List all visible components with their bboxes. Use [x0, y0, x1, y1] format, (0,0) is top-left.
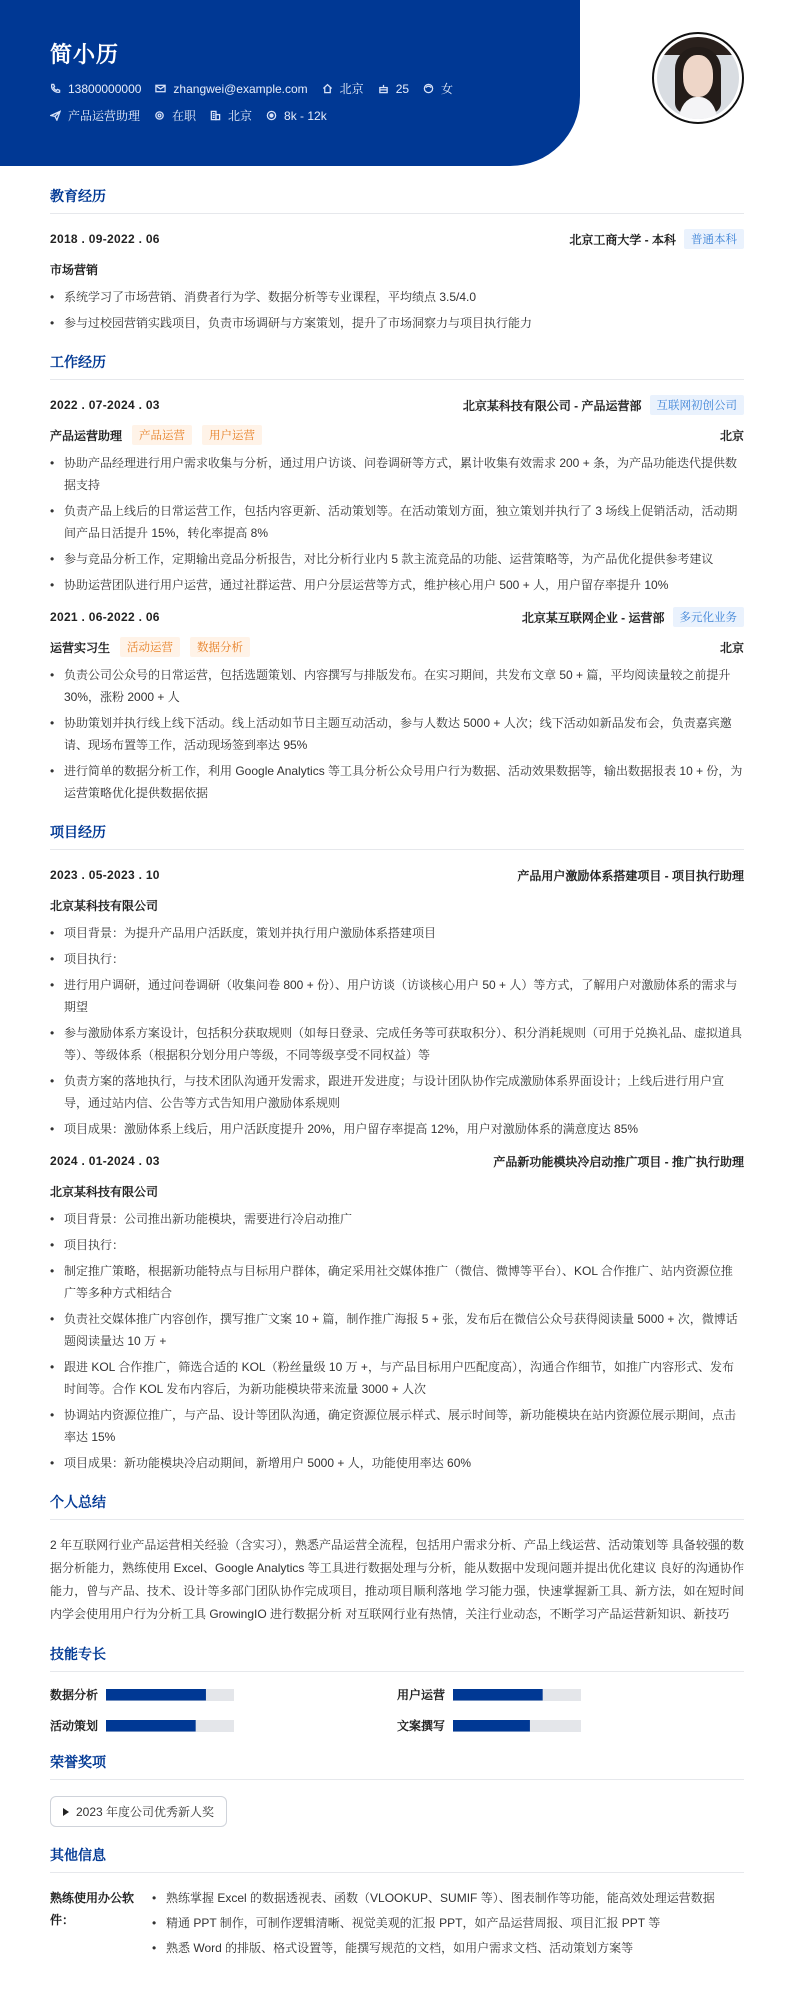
work-entry — [50, 394, 744, 596]
list-item: • 项目背景：公司推出新功能模块，需要进行冷启动推广 — [50, 1208, 744, 1230]
job-intent-item: 产品运营助理 — [50, 107, 140, 124]
send-icon — [50, 110, 61, 121]
list-item: • 协助产品经理进行用户需求收集与分析，通过用户访谈、问卷调研等方式，累计收集有效需求 200 + 条，为产品功能迭代提供数据支持 — [50, 452, 744, 496]
work-section — [50, 352, 744, 804]
award-item[interactable]: 2023 年度公司优秀新人奖 — [50, 1796, 227, 1827]
education-section — [50, 186, 744, 334]
avatar — [652, 32, 744, 124]
project-entry — [50, 1150, 744, 1474]
projects-section — [50, 822, 744, 1474]
work-bullets — [50, 452, 744, 596]
school-tag: 普通本科 — [684, 229, 744, 249]
skill-item: 活动策划 — [50, 1717, 397, 1734]
intent-row — [50, 107, 341, 124]
summary-text: 2 年互联网行业产品运营相关经验（含实习），熟悉产品运营全流程，包括用户需求分析、产品上线运营、活动策划等 具备较强的数据分析能力，熟练使用 Excel、Google Analytics 等工具进行数据处理与分析，能从数据中发现问题并提出优化建议 良好的沟通协作能力，曾与产品、技术、设计等多部门团队协作完成项目，推动项目顺利落地 学习能力强，快速掌握新工具、新方法，如在短时间内学会使用用户行为分析工具 GrowingIO 进行数据分析 对互联网行业有热情，关注行业动态，不断学习产品运营新知识、新技巧 — [50, 1538, 744, 1621]
job-role: 产品运营助理 — [50, 428, 123, 443]
education-entry — [50, 228, 744, 334]
company-name: 北京某科技有限公司 - 产品运营部 — [462, 398, 642, 413]
role-tag: 用户运营 — [202, 425, 262, 445]
company-tag: 互联网初创公司 — [650, 395, 745, 415]
company-tag: 多元化业务 — [673, 607, 745, 627]
phone-icon — [50, 83, 61, 94]
summary-section — [50, 1492, 744, 1626]
list-item: • 参与过校园营销实践项目，负责市场调研与方案策划，提升了市场洞察力与项目执行能力 — [50, 312, 744, 334]
list-item: • 熟练掌握 Excel 的数据透视表、函数（VLOOKUP、SUMIF 等）、图表制作等功能，能高效处理运营数据 — [152, 1887, 715, 1909]
gender-icon — [423, 83, 434, 94]
list-item: • 协调站内资源位推广，与产品、设计等团队沟通，确定资源位展示样式、展示时间等，新功能模块在站内资源位展示期间，点击率达 15% — [50, 1404, 744, 1448]
list-item: • 制定推广策略，根据新功能特点与目标用户群体，确定采用社交媒体推广（微信、微博等平台）、KOL 合作推广、站内资源位推广等多种方式相结合 — [50, 1260, 744, 1304]
section-title-summary: 个人总结 — [50, 1492, 744, 1520]
list-item: • 协助策划并执行线上线下活动。线上活动如节日主题互动活动，参与人数达 5000 + 人次；线下活动如新品发布会，负责嘉宾邀请、现场布置等工作，活动现场签到率达 95% — [50, 712, 744, 756]
phone-item: 13800000000 — [50, 82, 141, 96]
work-date: 2021 . 06-2022 . 06 — [50, 610, 160, 624]
work-bullets — [50, 664, 744, 804]
project-date: 2024 . 01-2024 . 03 — [50, 1154, 160, 1168]
list-item: • 参与激励体系方案设计，包括积分获取规则（如每日登录、完成任务等可获取积分）、积分消耗规则（可用于兑换礼品、虚拟道具等）、等级体系（根据积分划分用户等级，不同等级享受不同权益）等 — [50, 1022, 744, 1066]
education-bullets — [50, 286, 744, 334]
skill-item: 文案撰写 — [397, 1717, 744, 1734]
skill-bar — [453, 1720, 581, 1732]
home-item: 北京 — [322, 80, 364, 97]
list-item: • 精通 PPT 制作，可制作逻辑清晰、视觉美观的汇报 PPT，如产品运营周报、项目汇报 PPT 等 — [152, 1912, 715, 1934]
list-item: • 负责公司公众号的日常运营，包括选题策划、内容撰写与排版发布。在实习期间，共发布文章 50 + 篇，平均阅读量较之前提升 30%，涨粉 2000 + 人 — [50, 664, 744, 708]
list-item: • 跟进 KOL 合作推广，筛选合适的 KOL（粉丝量级 10 万 +，与产品目标用户匹配度高），沟通合作细节，如推广内容形式、发布时间等。合作 KOL 发布内容后，为新功能模块带来流量 3000 + 人次 — [50, 1356, 744, 1400]
role-tag: 产品运营 — [132, 425, 192, 445]
list-item: • 项目成果：激励体系上线后，用户活跃度提升 20%，用户留存率提高 12%，用户对激励体系的满意度达 85% — [50, 1118, 744, 1140]
skill-fill — [106, 1689, 206, 1701]
company-name: 北京某互联网企业 - 运营部 — [521, 610, 665, 625]
list-item: • 协助运营团队进行用户运营，通过社群运营、用户分层运营等方式，维护核心用户 500 + 人，用户留存率提升 10% — [50, 574, 744, 596]
resume-body — [50, 186, 744, 1980]
list-item: • 进行用户调研，通过问卷调研（收集问卷 800 + 份）、用户访谈（访谈核心用户 50 + 人）等方式，了解用户对激励体系的需求与期望 — [50, 974, 744, 1018]
profile-photo — [657, 37, 739, 119]
list-item: • 项目执行： — [50, 1234, 744, 1256]
salary-icon — [266, 110, 277, 121]
project-company: 北京某科技有限公司 — [50, 898, 159, 913]
section-title-work: 工作经历 — [50, 352, 744, 380]
contact-row — [50, 80, 467, 97]
section-title-education: 教育经历 — [50, 186, 744, 214]
status-item: 在职 — [154, 107, 196, 124]
disclosure-triangle-icon — [63, 1808, 69, 1816]
work-entry — [50, 606, 744, 804]
section-title-other: 其他信息 — [50, 1845, 744, 1873]
skill-fill — [106, 1720, 196, 1732]
other-bullets — [152, 1887, 715, 1962]
job-role: 运营实习生 — [50, 640, 111, 655]
gender-item: 女 — [423, 80, 453, 97]
city-item: 北京 — [210, 107, 252, 124]
skill-bar — [453, 1689, 581, 1701]
project-entry — [50, 864, 744, 1140]
list-item: • 参与竞品分析工作，定期输出竞品分析报告，对比分析行业内 5 款主流竞品的功能、运营策略等，为产品优化提供参考建议 — [50, 548, 744, 570]
job-location: 北京 — [719, 428, 744, 443]
project-bullets — [50, 922, 744, 1140]
skill-fill — [453, 1689, 543, 1701]
job-location: 北京 — [719, 640, 744, 655]
project-name: 产品用户激励体系搭建项目 - 项目执行助理 — [517, 868, 744, 883]
awards-section — [50, 1752, 744, 1827]
project-bullets — [50, 1208, 744, 1474]
list-item: • 负责产品上线后的日常运营工作，包括内容更新、活动策划等。在活动策划方面，独立策划并执行了 3 场线上促销活动，活动期间产品日活提升 15%，转化率提高 8% — [50, 500, 744, 544]
age-item: 25 — [378, 82, 409, 96]
list-item: • 系统学习了市场营销、消费者行为学、数据分析等专业课程，平均绩点 3.5/4.0 — [50, 286, 744, 308]
age-icon — [378, 83, 389, 94]
skill-bar — [106, 1720, 234, 1732]
list-item: • 项目执行： — [50, 948, 744, 970]
section-title-projects: 项目经历 — [50, 822, 744, 850]
resume-header — [0, 0, 580, 166]
section-title-skills: 技能专长 — [50, 1644, 744, 1672]
status-icon — [154, 110, 165, 121]
list-item: • 负责社交媒体推广内容创作，撰写推广文案 10 + 篇，制作推广海报 5 + 张，发布后在微信公众号获得阅读量 5000 + 次，微博话题阅读量达 10 万 + — [50, 1308, 744, 1352]
list-item: • 进行简单的数据分析工作，利用 Google Analytics 等工具分析公众号用户行为数据、活动效果数据等，输出数据报表 10 + 份，为运营策略优化提供数据依据 — [50, 760, 744, 804]
list-item: • 项目背景：为提升产品用户活跃度，策划并执行用户激励体系搭建项目 — [50, 922, 744, 944]
skill-fill — [453, 1720, 530, 1732]
work-date: 2022 . 07-2024 . 03 — [50, 398, 160, 412]
mail-icon — [155, 83, 166, 94]
building-icon — [210, 110, 221, 121]
home-icon — [322, 83, 333, 94]
major: 市场营销 — [50, 262, 99, 277]
list-item: • 项目成果：新功能模块冷启动期间，新增用户 5000 + 人，功能使用率达 60% — [50, 1452, 744, 1474]
other-info — [50, 1887, 744, 1962]
candidate-name: 简小历 — [50, 42, 120, 67]
salary-item: 8k - 12k — [266, 109, 327, 123]
school-name: 北京工商大学 - 本科 — [569, 232, 676, 247]
project-company: 北京某科技有限公司 — [50, 1184, 159, 1199]
role-tag: 数据分析 — [190, 637, 250, 657]
skills-grid — [50, 1686, 744, 1734]
role-tag: 活动运营 — [120, 637, 180, 657]
skill-item: 数据分析 — [50, 1686, 397, 1703]
other-label: 熟练使用办公软件： — [50, 1891, 135, 1927]
section-title-awards: 荣誉奖项 — [50, 1752, 744, 1780]
list-item: • 熟悉 Word 的排版、格式设置等，能撰写规范的文档，如用户需求文档、活动策划方案等 — [152, 1937, 715, 1959]
other-section — [50, 1845, 744, 1962]
email-item: zhangwei@example.com — [155, 82, 307, 96]
education-date: 2018 . 09-2022 . 06 — [50, 232, 160, 246]
skill-item: 用户运营 — [397, 1686, 744, 1703]
list-item: • 负责方案的落地执行，与技术团队沟通开发需求，跟进开发进度；与设计团队协作完成激励体系界面设计；上线后进行用户宣导，通过站内信、公告等方式告知用户激励体系规则 — [50, 1070, 744, 1114]
project-name: 产品新功能模块冷启动推广项目 - 推广执行助理 — [493, 1154, 744, 1169]
skill-bar — [106, 1689, 234, 1701]
project-date: 2023 . 05-2023 . 10 — [50, 868, 160, 882]
skills-section — [50, 1644, 744, 1734]
